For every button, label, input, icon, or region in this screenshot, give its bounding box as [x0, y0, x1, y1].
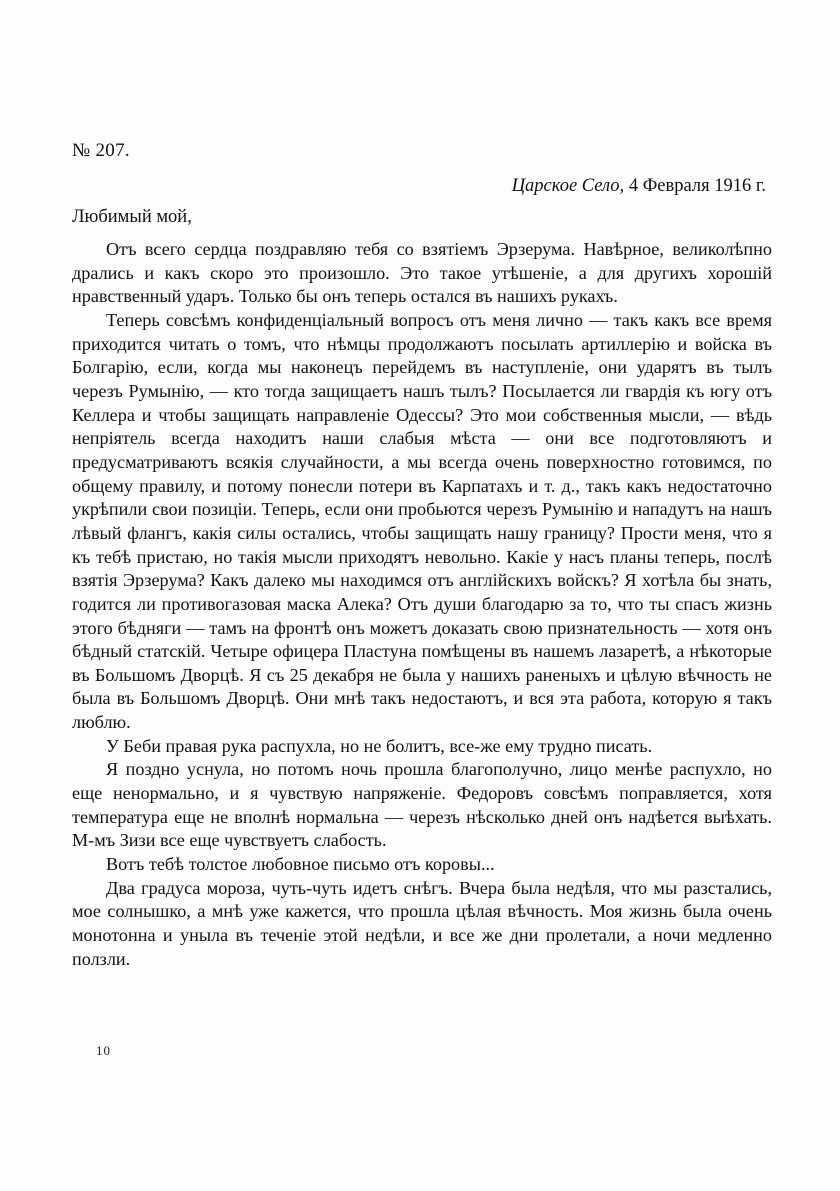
paragraph: Я поздно уснула, но потомъ ночь прошла благополучно, лицо менѣе распухло, но еще ненормально, и я чувствую напряженіе. Федоровъ совсѣмъ поправляется, хотя температура еще не вполнѣ нормальна — черезъ нѣсколько дней онъ надѣется выѣхать. М-мъ Зизи все еще чувствуетъ слабость.: [72, 759, 772, 851]
dateline-date: 4 Февраля 1916 г.: [628, 176, 766, 196]
paragraph: Два градуса мороза, чуть-чуть идетъ снѣгъ. Вчера была недѣля, что мы разстались, мое солнышко, а мнѣ уже кажется, что прошла цѣлая вѣчность. Моя жизнь была очень монотонна и уныла въ теченіе этой недѣли, и все же дни пролетали, а ночи медленно ползли.: [72, 877, 772, 969]
document-number: № 207.: [72, 140, 130, 161]
dateline: [72, 176, 766, 197]
salutation: Любимый мой,: [72, 207, 192, 227]
paragraph: Отъ всего сердца поздравляю тебя со взятіемъ Эрзерума. Навѣрное, великолѣпно дрались и какъ скоро это произошло. Это такое утѣшеніе, а для другихъ хорошій нравственный ударъ. Только бы онъ теперь остался въ нашихъ рукахъ.: [72, 239, 772, 307]
page-folio-number: 10: [96, 1043, 111, 1058]
paragraph: У Беби правая рука распухла, но не болитъ, все-же ему трудно писать.: [106, 735, 653, 756]
paragraph: Вотъ тебѣ толстое любовное письмо отъ коровы...: [106, 854, 495, 875]
dateline-place: Царское Село,: [511, 176, 625, 196]
paragraph: Теперь совсѣмъ конфиденціальный вопросъ отъ меня лично — такъ какъ все время приходится читать о томъ, что нѣмцы продолжаютъ посылать артиллерію и войска въ Болгарію, если, когда мы наконецъ перейдемъ въ наступленіе, они ударятъ въ тылъ черезъ Румынію, — кто тогда защищаетъ нашъ тылъ? Посылается ли гвардія къ югу отъ Келлера и чтобы защищать направленіе Одессы? Это мои собственныя мысли, — вѣдь непріятель всегда находитъ наши слабыя мѣста — они все подготовляютъ и предусматриваютъ всякія случайности, а мы всегда очень поверхностно готовимся, по общему правилу, и потому понесли потери въ Карпатахъ и т. д., такъ какъ недостаточно укрѣпили свои позиціи. Теперь, если они пробьются черезъ Румынію и нападутъ на нашъ лѣвый флангъ, какія силы остались, чтобы защищать нашу границу? Прости меня, что я къ тебѣ пристаю, но такія мысли приходятъ невольно. Какіе у насъ планы теперь, послѣ взятія Эрзерума? Какъ далеко мы находимся отъ англійскихъ войскъ? Я хотѣла бы знать, годится ли противогазовая маска Алека? Отъ души благодарю за то, что ты спасъ жизнь этого бѣдняги — тамъ на фронтѣ онъ можетъ доказать свою признательность — хотя онъ бѣдный статскій. Четыре офицера Пластуна помѣщены въ нашемъ лазаретѣ, а нѣкоторые въ Большомъ Дворцѣ. Я съ 25 декабря не была у нашихъ раненыхъ и цѣлую вѣчность не была въ Большомъ Дворцѣ. Они мнѣ такъ недостаютъ, и вся эта работа, которую я такъ люблю.: [72, 309, 772, 733]
letter-body: [72, 140, 772, 971]
